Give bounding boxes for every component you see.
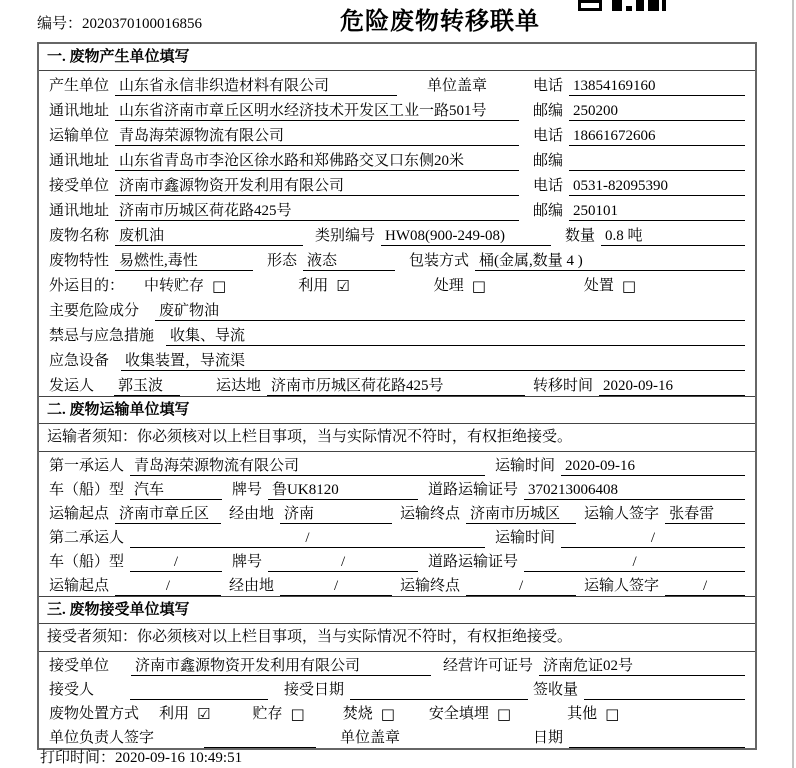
shipper-label: 发运人 xyxy=(49,378,95,394)
option-label: 处理 xyxy=(433,278,464,294)
via-label: 经由地 xyxy=(229,578,275,594)
row-emergency-equipment xyxy=(39,346,755,371)
accept-date-label: 接受日期 xyxy=(284,682,345,698)
accept-unit-value: 济南市鑫源物资开发利用有限公司 xyxy=(131,657,431,676)
component-label: 主要危险成分 xyxy=(49,303,140,319)
transporter-label: 运输单位 xyxy=(49,128,110,144)
transfer-time-group xyxy=(533,377,745,396)
option-label: 焚烧 xyxy=(342,706,373,722)
row-waste-name xyxy=(39,221,755,246)
destination-value: 济南市历城区荷花路425号 xyxy=(267,377,525,396)
receiver-zip-value: 250101 xyxy=(569,202,745,221)
sign-amount-label: 签收量 xyxy=(533,682,579,698)
option-label: 利用 xyxy=(298,278,329,294)
receiver-phone-value: 0531-82095390 xyxy=(569,177,745,196)
transport-time-label: 运输时间 xyxy=(495,458,556,474)
transport-time2-group xyxy=(495,529,745,548)
row-shipper xyxy=(39,371,755,396)
option-treat xyxy=(434,277,486,296)
row-route2 xyxy=(39,572,755,596)
form-label: 形态 xyxy=(267,253,298,269)
category-value: HW08(900-249-08) xyxy=(381,227,551,246)
category-label: 类别编号 xyxy=(315,228,376,244)
traits-value: 易燃性,毒性 xyxy=(115,252,253,271)
transporter-zip-group xyxy=(533,152,745,171)
carrier1-label: 第一承运人 xyxy=(49,458,125,474)
transporter-sign-label: 运输人签字 xyxy=(584,506,660,522)
phone-label: 电话 xyxy=(533,178,564,194)
option-dispose xyxy=(584,277,636,296)
transporter-address-value: 山东省青岛市李沧区徐水路和郑佛路交叉口东侧20米 xyxy=(115,152,519,171)
date-value xyxy=(569,729,745,748)
row-route1 xyxy=(39,500,755,524)
option-transfer-storage xyxy=(144,277,226,296)
via1-value: 济南 xyxy=(280,505,392,524)
producer-phone-value: 13854169160 xyxy=(569,77,745,96)
sign1-value: 张春雷 xyxy=(665,505,745,524)
row-accept-unit xyxy=(39,652,755,676)
phone-label: 电话 xyxy=(533,78,564,94)
transfer-time-value: 2020-09-16 xyxy=(599,377,745,396)
via-label: 经由地 xyxy=(229,506,275,522)
purpose-label: 外运目的： xyxy=(49,278,125,294)
checkbox-checked-icon: ☑ xyxy=(197,705,211,723)
shipper-value: 郭玉波 xyxy=(114,377,180,396)
permit-label: 经营许可证号 xyxy=(443,658,534,674)
producer-zip-value: 250200 xyxy=(569,102,745,121)
row-purpose xyxy=(39,271,755,296)
transporter-phone-group xyxy=(533,127,745,146)
checkbox-unchecked-icon: □ xyxy=(621,277,637,295)
producer-label: 产生单位 xyxy=(49,78,110,94)
carrier2-label: 第二承运人 xyxy=(49,530,125,546)
serial-value: 2020370100016856 xyxy=(82,16,203,32)
row-vehicle2 xyxy=(39,548,755,572)
section1-title: 一. 废物产生单位填写 xyxy=(39,44,755,71)
row-hazard-component xyxy=(39,296,755,321)
section2-title: 二. 废物运输单位填写 xyxy=(39,396,755,424)
origin2-value: / xyxy=(115,577,221,596)
scan-page-edge xyxy=(792,0,794,768)
row-vehicle1 xyxy=(39,476,755,500)
option-label: 利用 xyxy=(159,706,190,722)
option-label: 安全填埋 xyxy=(428,706,489,722)
option-incinerate xyxy=(343,705,395,724)
row-disposal-method xyxy=(39,700,755,724)
receiver-address-value: 济南市历城区荷花路425号 xyxy=(115,202,519,221)
sign-amount-value xyxy=(584,681,745,700)
checkbox-unchecked-icon: □ xyxy=(496,705,512,723)
carrier1-value: 青岛海荣源物流有限公司 xyxy=(130,457,485,476)
traits-label: 废物特性 xyxy=(49,253,110,269)
option-utilize xyxy=(298,277,349,296)
packing-value: 桶(金属,数量 4 ) xyxy=(475,252,745,271)
transfer-time-label: 转移时间 xyxy=(533,378,594,394)
plate2-value: / xyxy=(268,553,418,572)
quantity-label: 数量 xyxy=(565,228,596,244)
option-label: 其他 xyxy=(567,706,598,722)
transport-time2-value: / xyxy=(561,529,745,548)
end1-value: 济南市历城区 xyxy=(466,505,576,524)
plate-label: 牌号 xyxy=(232,554,263,570)
receiver-value: 济南市鑫源物资开发利用有限公司 xyxy=(115,177,519,196)
plate-label: 牌号 xyxy=(232,482,263,498)
receiver-zip-group xyxy=(533,202,745,221)
vehicle-type-label: 车（船）型 xyxy=(49,554,125,570)
carrier2-value: / xyxy=(130,529,485,548)
row-transporter xyxy=(39,121,755,146)
checkbox-unchecked-icon: □ xyxy=(605,705,620,723)
component-value: 废矿物油 xyxy=(155,302,745,321)
taboo-value: 收集、导流 xyxy=(166,327,745,346)
section3-title: 三. 废物接受单位填写 xyxy=(39,596,755,624)
equipment-value: 收集装置，导流渠 xyxy=(121,352,745,371)
transporter-value: 青岛海荣源物流有限公司 xyxy=(115,127,519,146)
option-landfill xyxy=(429,705,511,724)
row-producer xyxy=(39,71,755,96)
producer-phone-group xyxy=(533,77,745,96)
option-label: 处置 xyxy=(583,278,614,294)
manifest-form xyxy=(37,42,757,750)
vehicle2-value: / xyxy=(130,553,222,572)
unit-seal-label: 单位盖章 xyxy=(427,78,488,94)
disposal-label: 废物处置方式 xyxy=(49,706,140,722)
form-value: 液态 xyxy=(303,252,395,271)
license1-value: 370213006408 xyxy=(524,481,745,500)
accept-person-value xyxy=(130,681,268,700)
row-taboo-measures xyxy=(39,321,755,346)
producer-address-value: 山东省济南市章丘区明水经济技术开发区工业一路501号 xyxy=(115,102,519,121)
vehicle-type-label: 车（船）型 xyxy=(49,482,125,498)
origin-label: 运输起点 xyxy=(49,578,110,594)
receiver-phone-group xyxy=(533,177,745,196)
address-label: 通讯地址 xyxy=(49,153,110,169)
producer-value: 山东省永信非织造材料有限公司 xyxy=(115,77,397,96)
producer-zip-group xyxy=(533,102,745,121)
row-waste-traits xyxy=(39,246,755,271)
origin-label: 运输起点 xyxy=(49,506,110,522)
option-other xyxy=(567,705,619,724)
transporter-phone-value: 18661672606 xyxy=(569,127,745,146)
print-time-label: 打印时间： xyxy=(40,750,116,766)
row-transporter-address xyxy=(39,146,755,171)
accept-date-value xyxy=(350,681,528,700)
row-receiver-address xyxy=(39,196,755,221)
accept-person-label: 接受人 xyxy=(49,682,95,698)
vehicle1-value: 汽车 xyxy=(130,481,222,500)
row-accept-person xyxy=(39,676,755,700)
date-label: 日期 xyxy=(533,730,564,746)
row-producer-address xyxy=(39,96,755,121)
row-receiver xyxy=(39,171,755,196)
row-head-signature xyxy=(39,724,755,748)
address-label: 通讯地址 xyxy=(49,103,110,119)
endpoint-label: 运输终点 xyxy=(400,506,461,522)
destination-label: 运达地 xyxy=(216,378,262,394)
checkbox-unchecked-icon: □ xyxy=(212,277,227,295)
transporter-sign-label: 运输人签字 xyxy=(584,578,660,594)
transport-time1-value: 2020-09-16 xyxy=(561,457,745,476)
waste-name-label: 废物名称 xyxy=(49,228,110,244)
checkbox-checked-icon: ☑ xyxy=(336,277,350,295)
transporter-notice: 运输者须知：你必须核对以上栏目事项，当与实际情况不符时，有权拒绝接受。 xyxy=(39,424,755,452)
license2-value: / xyxy=(524,553,745,572)
origin1-value: 济南市章丘区 xyxy=(115,505,221,524)
taboo-label: 禁忌与应急措施 xyxy=(49,328,155,344)
checkbox-unchecked-icon: □ xyxy=(471,277,486,295)
option-storage xyxy=(252,705,304,724)
sign2-value: / xyxy=(665,577,745,596)
endpoint-label: 运输终点 xyxy=(400,578,461,594)
transporter-zip-value xyxy=(569,152,745,171)
date-group xyxy=(533,729,745,748)
zip-label: 邮编 xyxy=(533,203,564,219)
serial-label: 编号： xyxy=(37,16,83,32)
road-license-label: 道路运输证号 xyxy=(428,482,519,498)
unit-seal-label: 单位盖章 xyxy=(340,730,401,746)
zip-label: 邮编 xyxy=(533,103,564,119)
row-carrier2 xyxy=(39,524,755,548)
permit-value: 济南危证02号 xyxy=(539,657,745,676)
qr-code-fragment-icon xyxy=(578,0,666,11)
zip-label: 邮编 xyxy=(533,153,564,169)
checkbox-unchecked-icon: □ xyxy=(290,705,305,723)
row-carrier1 xyxy=(39,452,755,476)
option-label: 中转贮存 xyxy=(144,278,205,294)
checkbox-unchecked-icon: □ xyxy=(380,705,395,723)
phone-label: 电话 xyxy=(533,128,564,144)
equipment-label: 应急设备 xyxy=(49,353,110,369)
sign-amount-group xyxy=(533,681,745,700)
end2-value: / xyxy=(466,577,576,596)
road-license-label: 道路运输证号 xyxy=(428,554,519,570)
waste-name-value: 废机油 xyxy=(115,227,303,246)
receiver-label: 接受单位 xyxy=(49,178,110,194)
print-time-value: 2020-09-16 10:49:51 xyxy=(115,750,243,766)
option-label: 贮存 xyxy=(252,706,283,722)
receiver-notice: 接受者须知：你必须核对以上栏目事项，当与实际情况不符时，有权拒绝接受。 xyxy=(39,624,755,652)
head-sign-label: 单位负责人签字 xyxy=(49,730,155,746)
quantity-value: 0.8 吨 xyxy=(601,227,745,246)
packing-label: 包装方式 xyxy=(409,253,470,269)
option-utilize xyxy=(159,705,210,724)
transport-time-label: 运输时间 xyxy=(495,530,556,546)
print-time xyxy=(40,746,242,767)
transport-time1-group xyxy=(495,457,745,476)
plate1-value: 鲁UK8120 xyxy=(268,481,418,500)
address-label: 通讯地址 xyxy=(49,203,110,219)
via2-value: / xyxy=(280,577,392,596)
page-title: 危险废物转移联单 xyxy=(340,9,540,35)
accept-unit-label: 接受单位 xyxy=(49,658,110,674)
